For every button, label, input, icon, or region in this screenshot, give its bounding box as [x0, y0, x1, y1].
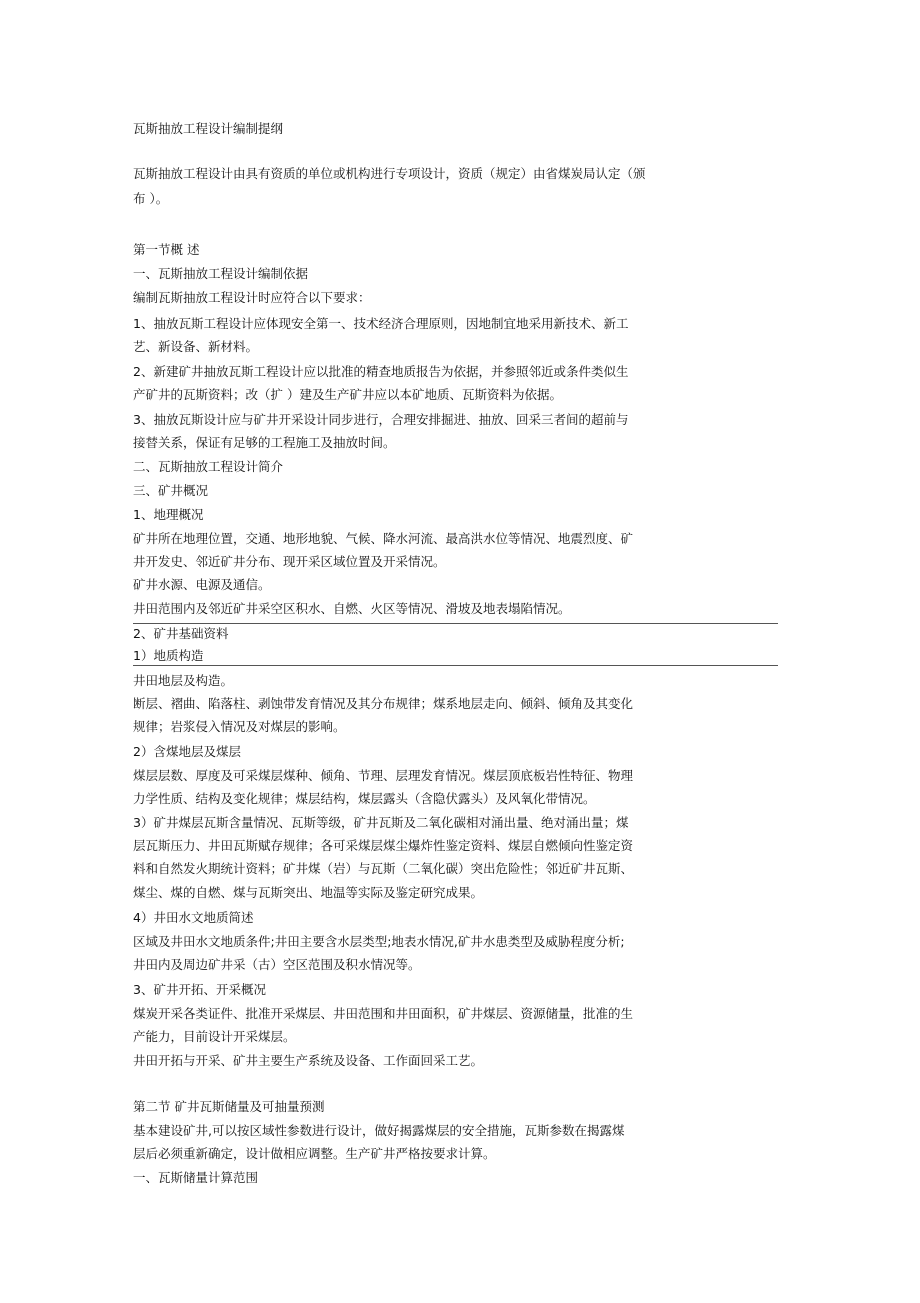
text-line: 规律；岩浆侵入情况及对煤层的影响。: [133, 719, 346, 734]
text-line: 1）地质构造: [133, 648, 204, 663]
document-title: 瓦斯抽放工程设计编制提纲: [133, 121, 284, 136]
text-line: 层后必须重新确定，设计做相应调整。生产矿井严格按要求计算。: [133, 1146, 496, 1161]
text-line: 二、瓦斯抽放工程设计简介: [133, 459, 284, 474]
text-line: 1、地理概况: [133, 507, 204, 522]
intro-line-1: 瓦斯抽放工程设计由具有资质的单位或机构进行专项设计，资质（规定）由省煤炭局认定（颁: [133, 166, 646, 181]
text-line: 煤炭开采各类证件、批准开采煤层、井田范围和井田面积，矿井煤层、资源储量，批准的生: [133, 1006, 634, 1021]
text-line: 编制瓦斯抽放工程设计时应符合以下要求：: [133, 290, 371, 305]
text-line: 3、矿井开拓、开采概况: [133, 982, 266, 997]
text-line: 1、抽放瓦斯工程设计应体现安全第一、技术经济合理原则，因地制宜地采用新技术、新工: [133, 316, 629, 331]
text-line: 力学性质、结构及变化规律；煤层结构，煤层露头（含隐伏露头）及风氧化带情况。: [133, 791, 596, 806]
text-line: 矿井水源、电源及通信。: [133, 577, 271, 592]
text-line: 煤层层数、厚度及可采煤层煤种、倾角、节理、层理发育情况。煤层顶底板岩性特征、物理: [133, 768, 634, 783]
text-line: 艺、新设备、新材料。: [133, 339, 259, 354]
text-line: 料和自然发火期统计资料；矿井煤（岩）与瓦斯（二氧化碳）突出危险性；邻近矿井瓦斯、: [133, 861, 634, 876]
text-line: 矿井所在地理位置，交通、地形地貌、气候、降水河流、最高洪水位等情况、地震烈度、矿: [133, 531, 634, 546]
text-line: 基本建设矿井,可以按区域性参数进行设计，做好揭露煤层的安全措施，瓦斯参数在揭露煤: [133, 1123, 625, 1138]
text-line: 一、瓦斯储量计算范围: [133, 1170, 259, 1185]
text-line: 煤尘、煤的自燃、煤与瓦斯突出、地温等实际及鉴定研究成果。: [133, 885, 484, 900]
text-line: 一、瓦斯抽放工程设计编制依据: [133, 266, 309, 281]
text-line: 区域及井田水文地质条件;井田主要含水层类型;地表水情况,矿井水患类型及威胁程度分析;: [133, 934, 625, 949]
divider-line: [133, 665, 778, 666]
text-line: 井田开拓与开采、矿井主要生产系统及设备、工作面回采工艺。: [133, 1053, 484, 1068]
text-line: 3）矿井煤层瓦斯含量情况、瓦斯等级，矿井瓦斯及二氧化碳相对涌出量、绝对涌出量；煤: [133, 815, 629, 830]
text-line: 断层、褶曲、陷落柱、剥蚀带发育情况及其分布规律；煤系地层走向、倾斜、倾角及其变化: [133, 696, 634, 711]
text-line: 接替关系，保证有足够的工程施工及抽放时间。: [133, 435, 396, 450]
text-line: 3、抽放瓦斯设计应与矿井开采设计同步进行，合理安排掘进、抽放、回采三者间的超前与: [133, 412, 629, 427]
text-line: 2）含煤地层及煤层: [133, 744, 241, 759]
text-line: 2、矿井基础资料: [133, 626, 229, 641]
text-line: 井开发史、邻近矿井分布、现开采区域位置及开采情况。: [133, 554, 446, 569]
intro-line-2: 布 ）。: [133, 191, 169, 206]
text-line: 井田内及周边矿井采（古）空区范围及积水情况等。: [133, 957, 421, 972]
section2-heading: 第二节 矿井瓦斯储量及可抽量预测: [133, 1099, 325, 1114]
section1-heading: 第一节概 述: [133, 242, 200, 257]
text-line: 三、矿井概况: [133, 483, 209, 498]
text-line: 层瓦斯压力、井田瓦斯赋存规律；各可采煤层煤尘爆炸性鉴定资料、煤层自燃倾向性鉴定资: [133, 838, 634, 853]
text-line: 产矿井的瓦斯资料；改（扩 ）建及生产矿井应以本矿地质、瓦斯资料为依据。: [133, 387, 562, 402]
text-line: 4）井田水文地质简述: [133, 910, 254, 925]
text-line: 井田地层及构造。: [133, 673, 234, 688]
divider-line: [133, 623, 778, 624]
text-line: 井田范围内及邻近矿井采空区积水、自燃、火区等情况、滑坡及地表塌陷情况。: [133, 601, 571, 616]
text-line: 2、新建矿井抽放瓦斯工程设计应以批准的精查地质报告为依据，并参照邻近或条件类似生: [133, 364, 629, 379]
text-line: 产能力，目前设计开采煤层。: [133, 1029, 296, 1044]
